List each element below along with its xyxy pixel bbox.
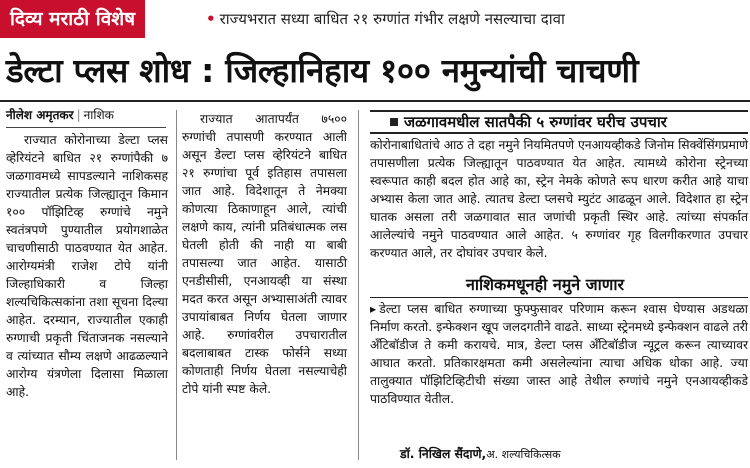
column-1-text: राज्यात कोरोनाच्या डेल्टा प्लस व्हेरियंटने बाधित २१ रुग्णांपैकी ७ जळगावमध्ये सापडल्याने नाशिकसह राज्यातील प्रत्येक जिल्ह्यातून किमान १०० पॉझिटिव्ह रुग्णांचे नमुने स्वतंत्रपणे पुण्यातील प्रयोगशाळेत चाचणीसाठी पाठवण्यात येत आहेत. आरोग्यमंत्री राजेश टोपे यांनी जिल्हाधिकारी व जिल्हा शल्यचिकित्सकांना तशा सूचना दिल्या आहेत. दरम्यान, राज्यातील एकाही रुग्णाची प्रकृती चिंताजनक नसल्याने व त्यांच्यात सौम्य लक्षणे आढळल्याने आरोग्य यंत्रणेला दिलासा मिळाला आहे.	[6, 133, 168, 399]
byline-location: नाशिक	[83, 108, 114, 122]
article-column-1	[6, 131, 168, 401]
column-divider	[176, 110, 177, 460]
byline-rule	[6, 127, 166, 128]
section-label: दिव्य मराठी विशेष	[0, 0, 145, 38]
article-column-2	[182, 110, 347, 398]
attribution-role: अ. शल्यचिकित्सक	[486, 448, 561, 461]
subheading-rule	[370, 297, 748, 298]
headline-rule	[0, 100, 750, 102]
subheading-jalgaon	[370, 110, 748, 134]
quote-text: डेल्टा प्लस बाधित रुग्णाच्या फुफ्फुसावर परिणाम करून श्वास घेण्यास अडथळा निर्माण करतो. इन्फेक्शन खूप जलदगतीने वाढते. साध्या स्ट्रेनमध्ये इन्फेक्शन वाढले तरी अँटिबॉडीज ते कमी करायचे. मात्र, डेल्टा प्लस अँटिबॉडीज न्यूट्रल करून त्याच्यावर आघात करतो. प्रतिकारक्षमता कमी असलेल्यांना त्याचा अधिक धोका आहे. ज्या तालुक्यात पॉझिटिव्हिटीची संख्या जास्त आहे तेथील रुग्णांचे नमुने एनआयव्हीकडे पाठविण्यात येतील.	[370, 302, 748, 406]
banner-subhead-text: राज्यभरात सध्या बाधित २१ रुग्णांत गंभीर लक्षणे नसल्याचा दावा	[219, 10, 565, 28]
column-3-top-text: कोरोनाबाधितांचे आठ ते दहा नमुने नियमितपणे एनआयव्हीकडे जिनोम सिक्वेंसिंगप्रमाणे तपासणीला प्रत्येक जिल्ह्यातून पाठवण्यात येत आहेत. त्यामध्ये कोरोना स्ट्रेनच्या स्वरूपात काही बदल होत आहे का, स्ट्रेन नेमके कोणते रूप धारण करीत आहे याचा अभ्यास केला जात आहे. त्यातच डेल्टा प्लसचे म्युटंट आढळून आले. विदेशात हा स्ट्रेन घातक असला तरी जळगावात सात जणांची प्रकृती स्थिर आहे. त्यांच्या संपर्कात आलेल्यांचे नमुने पाठवण्यात आले आहेत. ५ रुग्णांवर गृह विलगीकरणात उपचार करण्यात आले, तर दोघांवर उपचार केले.	[370, 138, 748, 260]
quote-block	[370, 300, 748, 408]
quote-attribution	[370, 444, 748, 465]
banner	[0, 0, 750, 38]
subheading-nashik: नाशिकमधूनही नमुने जाणार	[466, 275, 625, 294]
author-name: नीलेश अमृतकर	[6, 108, 74, 122]
subheading-jalgaon-text: जळगावमधील सातपैकी ५ रुग्णांवर घरीच उपचार	[404, 113, 667, 131]
attribution-name: डॉ. निखिल सैंदाणे,	[400, 447, 487, 461]
bullet-icon: •	[206, 10, 216, 28]
byline	[6, 104, 114, 126]
quote-mark-icon: ▸	[370, 302, 377, 316]
article-column-3-top	[370, 136, 748, 262]
column-2-text: राज्यात आतापर्यंत ७५०० रुग्णांची तपासणी करण्यात आली असून डेल्टा प्लस व्हेरियंटने बाधित २१ रुग्णांचा पूर्व इतिहास तपासला जात आहे. विदेशातून ते नेमक्या कोणत्या ठिकाणाहून आले, त्यांची लक्षणे काय, त्यांनी प्रतिबंधात्मक लस घेतली होती की नाही या बाबी तपासल्या जात आहेत. यासाठी एनडीसीसी, एनआयव्ही या संस्था मदत करत असून अभ्यासाअंती त्यावर उपायांबाबत निर्णय घेतला जाणार आहे. रुग्णांवरील उपचारातील बदलाबाबत टास्क फोर्सने सध्या कोणताही निर्णय घेतला नसल्याचेही टोपे यांनी स्पष्ट केले.	[182, 112, 347, 396]
headline: डेल्टा प्लस शोध : जिल्हानिहाय १०० नमुन्यांची चाचणी	[6, 51, 639, 90]
column-divider	[358, 110, 359, 460]
square-bullet-icon	[390, 118, 398, 126]
byline-separator: |	[76, 108, 81, 122]
banner-subhead	[206, 0, 565, 38]
